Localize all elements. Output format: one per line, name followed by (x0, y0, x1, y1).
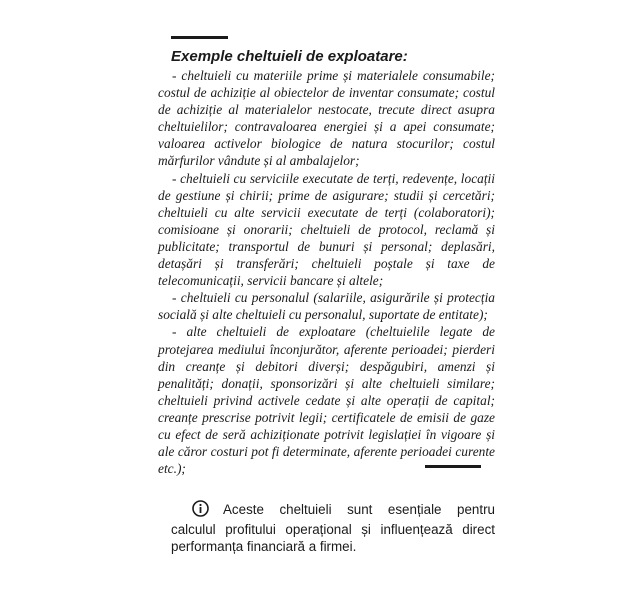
info-icon (192, 500, 209, 521)
paragraph-services: - cheltuieli cu serviciile executate de terți, redevențe, locații de gestiune și chirii; prime de asigurare; studii și cercetări; cheltuieli cu alte servicii executate de terți (colaboratori); comisioane și onorarii; cheltuieli de protocol, reclamă și publicitate; transportul de bunuri și personal; deplasări, detașări și transferări; cheltuieli poștale și taxe de telecomunicații, servicii bancare și altele; (158, 170, 495, 289)
section-heading: Exemple cheltuieli de exploatare: (171, 48, 408, 65)
bottom-divider (425, 465, 481, 468)
paragraph-other-expenses: - alte cheltuieli de exploatare (cheltuielile legate de protejarea mediului înconjurător, aferente perioadei; pierderi din creanțe și debitori diverși; despăgubiri, amenzi și penalități; donații, sponsorizări și alte cheltuieli similare; cheltuieli privind activele cedate și alte operații de capital; creanțe prescrise potrivit legii; certificatele de emisii de gaze cu efect de seră achiziționate potrivit legislației în vigoare și ale căror costuri pot fi determinate, aferente perioadei curente etc.); (158, 324, 495, 477)
info-note (171, 500, 495, 555)
info-note-text: Aceste cheltuieli sunt esențiale pentru calculul profitului operațional și influențează direct performanța financiară a firmei. (171, 502, 495, 554)
expense-list (158, 67, 495, 477)
top-divider (171, 36, 228, 39)
paragraph-personnel: - cheltuieli cu personalul (salariile, asigurările și protecția socială și alte cheltuieli cu personalul, suportate de entitate); (158, 290, 495, 323)
paragraph-materials: - cheltuieli cu materiile prime și materialele consumabile; costul de achiziție al obiectelor de inventar consumate; costul de achiziție al materialelor nestocate, trecute direct asupra cheltuielilor; contravaloarea energiei și a apei consumate; valoarea activelor biologice de natura stocurilor; costul mărfurilor vândute și al ambalajelor; (158, 68, 495, 169)
